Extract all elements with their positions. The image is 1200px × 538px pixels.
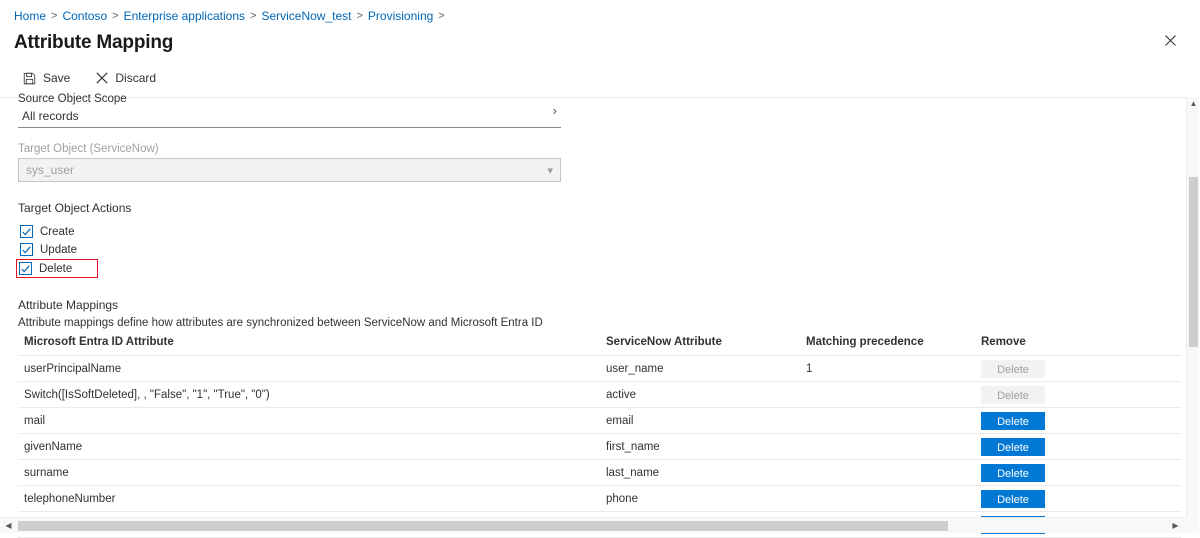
breadcrumb-separator-icon: > xyxy=(356,10,363,22)
column-header-remove: Remove xyxy=(975,334,1181,356)
delete-button: Delete xyxy=(981,386,1045,404)
scrollbar-corner xyxy=(1185,517,1199,533)
table-row[interactable] xyxy=(18,382,1181,408)
table-row[interactable] xyxy=(18,408,1181,434)
cell-remove xyxy=(975,408,1181,434)
breadcrumb-item-contoso[interactable]: Contoso xyxy=(62,9,108,23)
breadcrumb-item-provisioning[interactable]: Provisioning xyxy=(367,9,434,23)
cell-remove xyxy=(975,486,1181,512)
close-icon[interactable] xyxy=(1159,29,1181,51)
save-button[interactable] xyxy=(18,69,74,88)
cell-matching-precedence xyxy=(800,382,975,408)
source-object-scope-row[interactable] xyxy=(18,104,561,128)
discard-button[interactable] xyxy=(90,69,160,88)
chevron-down-icon: ▾ xyxy=(547,164,553,177)
cell-remove xyxy=(975,434,1181,460)
cell-remove xyxy=(975,460,1181,486)
target-object-actions-list xyxy=(18,223,1187,278)
save-icon xyxy=(22,71,37,86)
breadcrumb-separator-icon: > xyxy=(51,10,58,22)
breadcrumb-item-enterprise-applications[interactable]: Enterprise applications xyxy=(123,9,245,23)
checkbox-row-delete[interactable] xyxy=(16,259,98,278)
cell-remove xyxy=(975,382,1181,408)
target-object-select xyxy=(18,158,561,182)
table-row[interactable] xyxy=(18,356,1181,382)
target-object-field xyxy=(18,143,561,182)
cancel-icon xyxy=(94,71,109,86)
source-object-scope-value: All records xyxy=(22,108,79,123)
cell-servicenow-attribute: email xyxy=(600,408,800,434)
delete-button[interactable]: Delete xyxy=(981,412,1045,430)
checkbox-label-delete: Delete xyxy=(39,262,73,275)
cell-entra-attribute: Switch([IsSoftDeleted], , "False", "1", "True", "0") xyxy=(18,382,600,408)
checkmark-icon xyxy=(20,243,33,256)
source-object-scope-label: Source Object Scope xyxy=(18,93,127,105)
breadcrumb-separator-icon: > xyxy=(438,10,445,22)
table-row[interactable] xyxy=(18,434,1181,460)
source-object-scope-field[interactable] xyxy=(18,93,561,128)
checkbox-label-update: Update xyxy=(40,243,78,256)
cell-servicenow-attribute: first_name xyxy=(600,434,800,460)
checkmark-icon xyxy=(20,225,33,238)
attribute-mappings-description: Attribute mappings define how attributes are synchronized between ServiceNow and Microsoft Entra ID xyxy=(18,317,543,329)
target-object-label: Target Object (ServiceNow) xyxy=(18,143,159,155)
cell-matching-precedence xyxy=(800,434,975,460)
vertical-scrollbar-thumb[interactable] xyxy=(1189,177,1198,347)
chevron-right-icon: › xyxy=(552,102,557,118)
cell-servicenow-attribute: phone xyxy=(600,486,800,512)
breadcrumb-item-home[interactable]: Home xyxy=(14,9,47,23)
attribute-mappings-table xyxy=(18,334,1181,538)
column-header-entra-attribute: Microsoft Entra ID Attribute xyxy=(18,334,600,356)
cell-matching-precedence: 1 xyxy=(800,356,975,382)
target-object-actions-label: Target Object Actions xyxy=(18,201,132,215)
checkbox-row-create[interactable] xyxy=(18,223,96,240)
discard-button-label: Discard xyxy=(115,71,157,85)
horizontal-scrollbar-thumb[interactable] xyxy=(18,521,948,531)
cell-entra-attribute: mail xyxy=(18,408,600,434)
delete-button: Delete xyxy=(981,360,1045,378)
breadcrumb xyxy=(0,0,1199,24)
attribute-mappings-heading: Attribute Mappings xyxy=(18,298,119,312)
horizontal-scrollbar[interactable] xyxy=(0,517,1199,533)
checkbox-label-create: Create xyxy=(40,225,75,238)
column-header-servicenow-attribute: ServiceNow Attribute xyxy=(600,334,800,356)
cell-matching-precedence xyxy=(800,460,975,486)
table-row[interactable] xyxy=(18,486,1181,512)
cell-servicenow-attribute: last_name xyxy=(600,460,800,486)
scroll-left-icon[interactable]: ◀ xyxy=(5,521,12,530)
column-header-matching-precedence: Matching precedence xyxy=(800,334,975,356)
cell-entra-attribute: givenName xyxy=(18,434,600,460)
attribute-mapping-content xyxy=(0,93,1199,517)
cell-matching-precedence xyxy=(800,486,975,512)
delete-button[interactable]: Delete xyxy=(981,490,1045,508)
save-button-label: Save xyxy=(43,71,71,85)
breadcrumb-separator-icon: > xyxy=(112,10,119,22)
scroll-up-icon[interactable]: ▲ xyxy=(1189,99,1198,108)
breadcrumb-item-servicenow-test[interactable]: ServiceNow_test xyxy=(261,9,352,23)
vertical-scrollbar[interactable] xyxy=(1186,97,1199,517)
cell-entra-attribute: userPrincipalName xyxy=(18,356,600,382)
cell-entra-attribute: surname xyxy=(18,460,600,486)
breadcrumb-separator-icon: > xyxy=(250,10,257,22)
cell-entra-attribute: telephoneNumber xyxy=(18,486,600,512)
page-title: Attribute Mapping xyxy=(14,32,174,53)
cell-servicenow-attribute: user_name xyxy=(600,356,800,382)
cell-matching-precedence xyxy=(800,408,975,434)
delete-button[interactable]: Delete xyxy=(981,464,1045,482)
table-header-row xyxy=(18,334,1181,356)
checkmark-icon xyxy=(19,262,32,275)
delete-button[interactable]: Delete xyxy=(981,438,1045,456)
scroll-right-icon[interactable]: ▶ xyxy=(1172,521,1179,530)
table-row[interactable] xyxy=(18,460,1181,486)
checkbox-row-update[interactable] xyxy=(18,241,96,258)
cell-servicenow-attribute: active xyxy=(600,382,800,408)
cell-remove xyxy=(975,356,1181,382)
target-object-value: sys_user xyxy=(26,163,75,177)
